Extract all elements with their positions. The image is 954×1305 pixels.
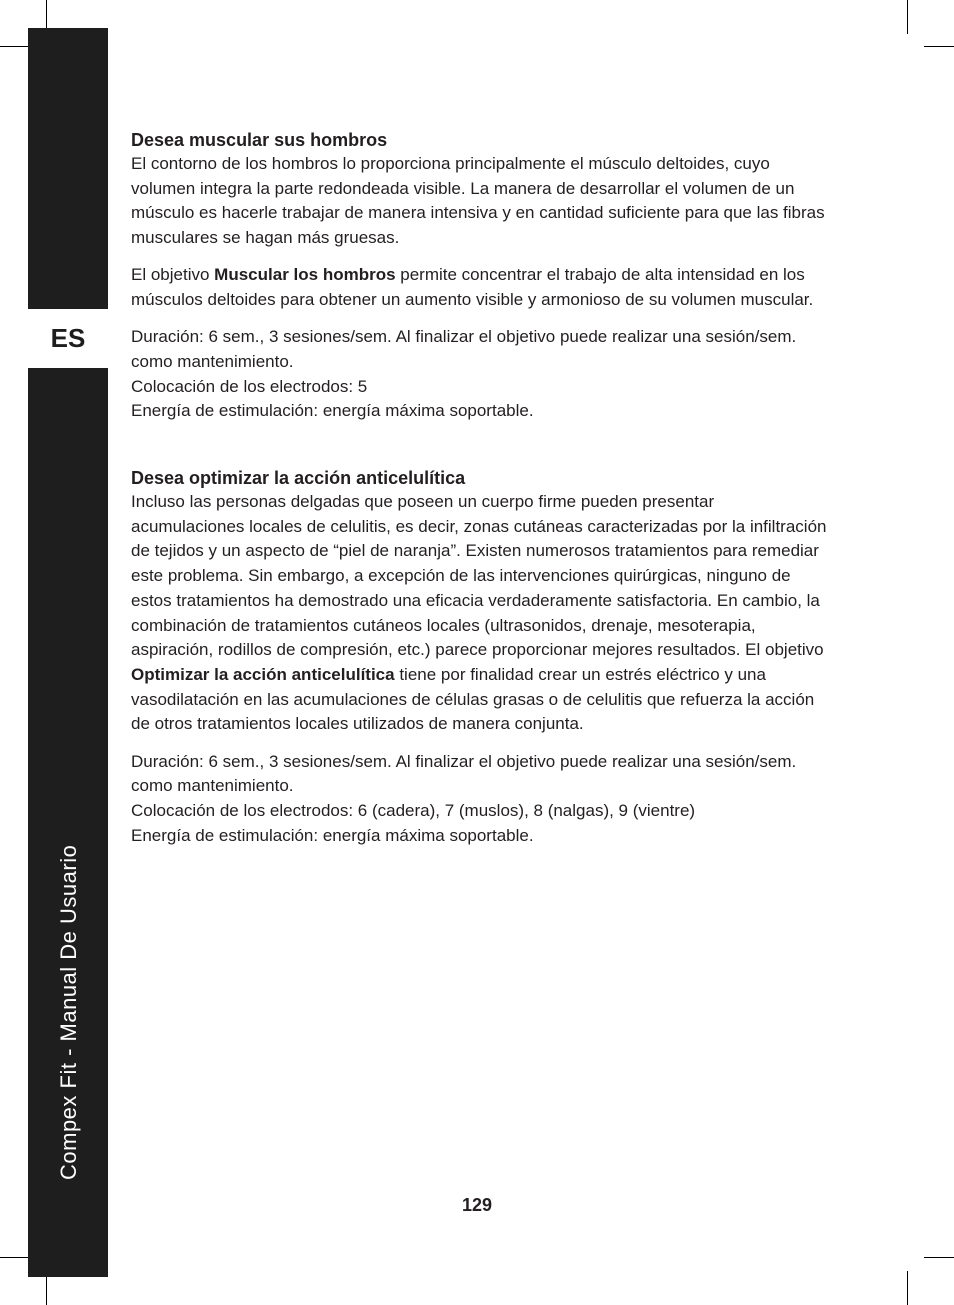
electrodes-line: Colocación de los electrodos: 6 (cadera), 7 (muslos), 8 (nalgas), 9 (vientre)	[131, 800, 696, 820]
section-heading: Desea optimizar la acción anticelulítica	[131, 468, 466, 489]
objective-name: Optimizar la acción anticelulítica	[131, 664, 395, 684]
language-label: ES	[50, 323, 86, 353]
text-run: Incluso las personas delgadas que poseen un cuerpo firme pueden presentar acumulaciones locales de celulitis, es decir, zonas cutáneas caracterizadas por la infiltración de tejidos y un aspecto de “piel de naranja”. Existen numerosos tratamientos para remediar este problema. Sin embargo, a excepción de las intervenciones quirúrgicas, ninguno de estos tratamientos ha demostrado una eficacia verdaderamente satisfactoria. En cambio, la combinación de tratamientos cutáneos locales (ultrasonidos, drenaje, mesoterapia, aspiración, rodillos de compresión, etc.) parece proporcionar mejores resultados. El objetivo	[131, 492, 827, 660]
paragraph-intro	[131, 490, 831, 737]
duration-line: Duración: 6 sem., 3 sesiones/sem. Al finalizar el objetivo puede realizar una sesión/sem. como mantenimiento.	[131, 327, 797, 371]
text-run: permite concentrar el trabajo de alta intensidad en los músculos deltoides para obtener un aumento visible y armonioso de su volumen muscular.	[131, 265, 814, 310]
page-number: 129	[461, 1195, 493, 1215]
crop-mark	[0, 46, 30, 47]
crop-mark	[907, 1271, 908, 1305]
objective-name: Muscular los hombros	[214, 265, 396, 285]
crop-mark	[924, 1257, 954, 1258]
electrodes-line: Colocación de los electrodos: 5	[131, 376, 368, 396]
sidebar-band-top	[28, 28, 108, 309]
section-shoulders	[131, 128, 831, 424]
manual-title: Compex Fit - Manual De Usuario	[56, 844, 81, 1180]
crop-mark	[907, 0, 908, 34]
main-content	[131, 128, 831, 890]
energy-line: Energía de estimulación: energía máxima soportable.	[131, 401, 534, 421]
energy-line: Energía de estimulación: energía máxima soportable.	[131, 825, 534, 845]
paragraph-details	[131, 750, 831, 849]
text-run: El objetivo	[131, 265, 215, 285]
duration-line: Duración: 6 sem., 3 sesiones/sem. Al finalizar el objetivo puede realizar una sesión/sem. como mantenimiento.	[131, 751, 797, 796]
crop-mark	[0, 1257, 30, 1258]
section-cellulite	[131, 466, 831, 848]
paragraph-details	[131, 325, 831, 424]
paragraph-objective	[131, 263, 831, 312]
paragraph-intro: El contorno de los hombros lo proporciona principalmente el músculo deltoides, cuyo volumen integra la parte redondeada visible. La manera de desarrollar el volumen de un músculo es hacerle trabajar de manera intensiva y en cantidad suficiente para que las fibras musculares se hagan más gruesas.	[131, 154, 825, 248]
section-heading: Desea muscular sus hombros	[131, 130, 388, 150]
text-run: tiene por finalidad crear un estrés eléctrico y una vasodilatación en las acumulaciones de células grasas o de celulitis que refuerza la acción de otros tratamientos locales utilizados de manera conjunta.	[131, 664, 815, 734]
crop-mark	[924, 46, 954, 47]
